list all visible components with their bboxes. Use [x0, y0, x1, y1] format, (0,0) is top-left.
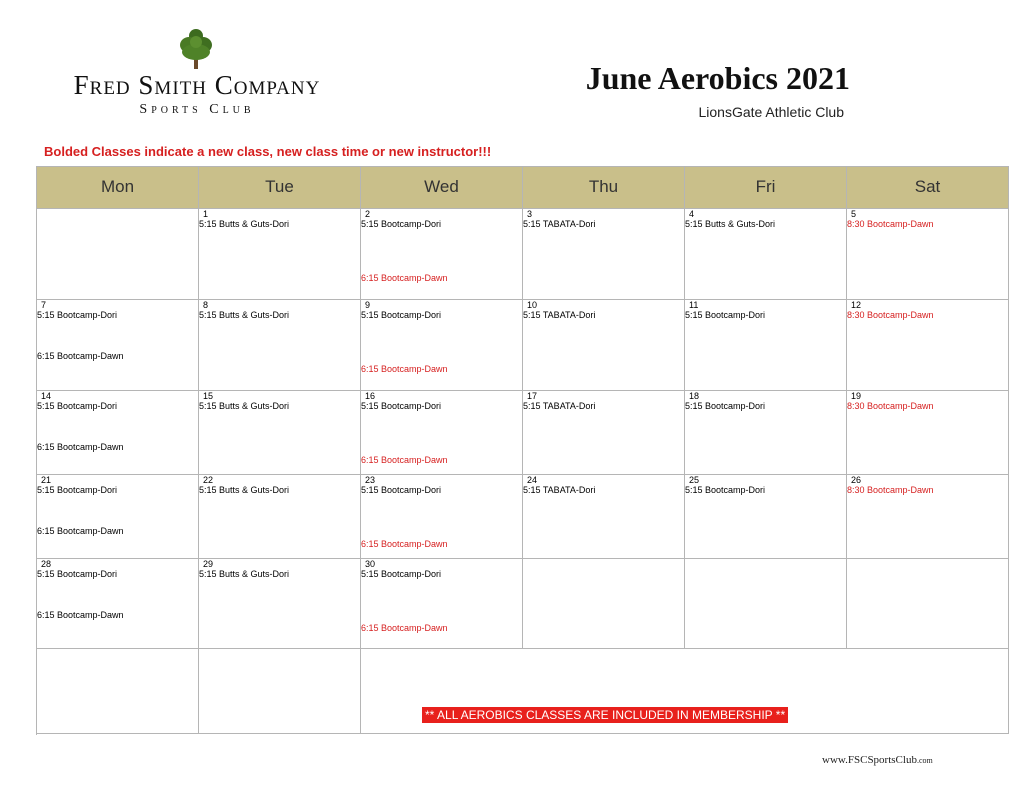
day-number: 24 — [527, 475, 538, 485]
day-header-thu: Thu — [523, 167, 685, 209]
class-entry: 5:15 Bootcamp-Dori — [361, 401, 442, 411]
day-cell — [361, 209, 523, 300]
day-cell — [685, 559, 847, 649]
day-cell — [685, 300, 847, 391]
day-number: 26 — [851, 475, 862, 485]
class-entry: 5:15 Bootcamp-Dori — [361, 310, 442, 320]
class-entry: 6:15 Bootcamp-Dawn — [361, 364, 448, 374]
footer-url-main: www.FSCSportsClub — [822, 754, 917, 766]
day-number: 8 — [203, 300, 209, 310]
day-cell — [847, 559, 1009, 649]
class-entry: 5:15 TABATA-Dori — [523, 485, 596, 495]
day-cell — [37, 300, 199, 391]
day-cell — [361, 559, 523, 649]
class-entry: 5:15 Bootcamp-Dori — [685, 401, 766, 411]
class-entry: 5:15 Butts & Guts-Dori — [685, 219, 776, 229]
day-cell — [361, 391, 523, 475]
day-number: 3 — [527, 209, 533, 219]
class-entry: 6:15 Bootcamp-Dawn — [37, 442, 124, 452]
notes-cell — [37, 649, 199, 734]
day-cell — [847, 209, 1009, 300]
company-name: Fred Smith Company — [73, 70, 321, 100]
day-number: 10 — [527, 300, 538, 310]
day-cell — [847, 475, 1009, 559]
day-cell — [847, 391, 1009, 475]
company-subtitle: Sports Club — [139, 102, 255, 117]
day-number: 14 — [41, 391, 52, 401]
day-number: 9 — [365, 300, 371, 310]
location-label: LionsGate Athletic Club — [698, 104, 844, 120]
class-entry: 5:15 Butts & Guts-Dori — [199, 485, 290, 495]
class-entry: 5:15 Bootcamp-Dori — [361, 219, 442, 229]
class-entry: 8:30 Bootcamp-Dawn — [847, 485, 934, 495]
day-header-sat: Sat — [847, 167, 1009, 209]
day-number: 30 — [365, 559, 376, 569]
day-number: 12 — [851, 300, 862, 310]
day-cell — [685, 475, 847, 559]
day-cell — [523, 209, 685, 300]
class-entry: 5:15 TABATA-Dori — [523, 310, 596, 320]
day-header-fri: Fri — [685, 167, 847, 209]
class-entry: 5:15 Butts & Guts-Dori — [199, 310, 290, 320]
day-cell — [361, 475, 523, 559]
day-cell — [523, 559, 685, 649]
day-cell — [199, 209, 361, 300]
day-number: 17 — [527, 391, 538, 401]
day-number: 22 — [203, 475, 214, 485]
class-entry: 5:15 Butts & Guts-Dori — [199, 219, 290, 229]
membership-banner: ** ALL AEROBICS CLASSES ARE INCLUDED IN MEMBERSHIP ** — [422, 707, 788, 723]
day-number: 21 — [41, 475, 52, 485]
class-entry: 5:15 Bootcamp-Dori — [37, 310, 118, 320]
calendar-grid — [36, 166, 1009, 735]
day-number: 25 — [689, 475, 700, 485]
day-cell — [37, 475, 199, 559]
day-header-mon: Mon — [37, 167, 199, 209]
day-header-tue: Tue — [199, 167, 361, 209]
footer-url-suffix: .com — [916, 756, 933, 765]
day-number: 4 — [689, 209, 695, 219]
tree-icon — [172, 28, 220, 70]
class-entry: 5:15 Bootcamp-Dori — [685, 485, 766, 495]
day-cell — [199, 475, 361, 559]
class-entry: 5:15 Bootcamp-Dori — [37, 401, 118, 411]
day-number: 28 — [41, 559, 52, 569]
class-entry: 5:15 TABATA-Dori — [523, 219, 596, 229]
day-number: 11 — [689, 300, 699, 310]
class-entry: 6:15 Bootcamp-Dawn — [361, 455, 448, 465]
club-logo — [32, 28, 362, 123]
day-number: 29 — [203, 559, 214, 569]
day-number: 5 — [851, 209, 857, 219]
day-cell — [361, 300, 523, 391]
day-cell — [685, 209, 847, 300]
day-cell — [37, 391, 199, 475]
day-number: 19 — [851, 391, 862, 401]
day-number: 18 — [689, 391, 700, 401]
class-entry: 6:15 Bootcamp-Dawn — [37, 610, 124, 620]
class-entry: 5:15 Bootcamp-Dori — [361, 485, 442, 495]
class-entry: 8:30 Bootcamp-Dawn — [847, 401, 934, 411]
day-cell — [523, 300, 685, 391]
class-entry: 6:15 Bootcamp-Dawn — [37, 351, 124, 361]
legend-note: Bolded Classes indicate a new class, new class time or new instructor!!! — [44, 144, 492, 159]
day-cell — [199, 300, 361, 391]
day-number: 15 — [203, 391, 214, 401]
class-entry: 5:15 Bootcamp-Dori — [37, 485, 118, 495]
class-entry: 8:30 Bootcamp-Dawn — [847, 310, 934, 320]
day-number: 23 — [365, 475, 376, 485]
day-header-wed: Wed — [361, 167, 523, 209]
day-number: 2 — [365, 209, 371, 219]
class-entry: 6:15 Bootcamp-Dawn — [361, 623, 448, 633]
class-entry: 5:15 Bootcamp-Dori — [361, 569, 442, 579]
day-number: 7 — [41, 300, 47, 310]
day-cell — [37, 559, 199, 649]
class-entry: 5:15 Bootcamp-Dori — [37, 569, 118, 579]
class-entry: 6:15 Bootcamp-Dawn — [361, 539, 448, 549]
page-title: June Aerobics 2021 — [585, 60, 850, 96]
class-entry: 6:15 Bootcamp-Dawn — [37, 526, 124, 536]
notes-cell — [199, 649, 361, 734]
day-cell — [523, 391, 685, 475]
day-cell — [199, 391, 361, 475]
class-entry: 5:15 TABATA-Dori — [523, 401, 596, 411]
day-number: 1 — [203, 209, 209, 219]
class-entry: 8:30 Bootcamp-Dawn — [847, 219, 934, 229]
day-cell — [523, 475, 685, 559]
class-entry: 5:15 Butts & Guts-Dori — [199, 569, 290, 579]
class-entry: 6:15 Bootcamp-Dawn — [361, 273, 448, 283]
day-cell — [37, 209, 199, 300]
day-cell — [847, 300, 1009, 391]
footer-url[interactable] — [822, 754, 933, 766]
class-entry: 5:15 Bootcamp-Dori — [685, 310, 766, 320]
day-cell — [199, 559, 361, 649]
class-entry: 5:15 Butts & Guts-Dori — [199, 401, 290, 411]
day-cell — [685, 391, 847, 475]
day-number: 16 — [365, 391, 376, 401]
